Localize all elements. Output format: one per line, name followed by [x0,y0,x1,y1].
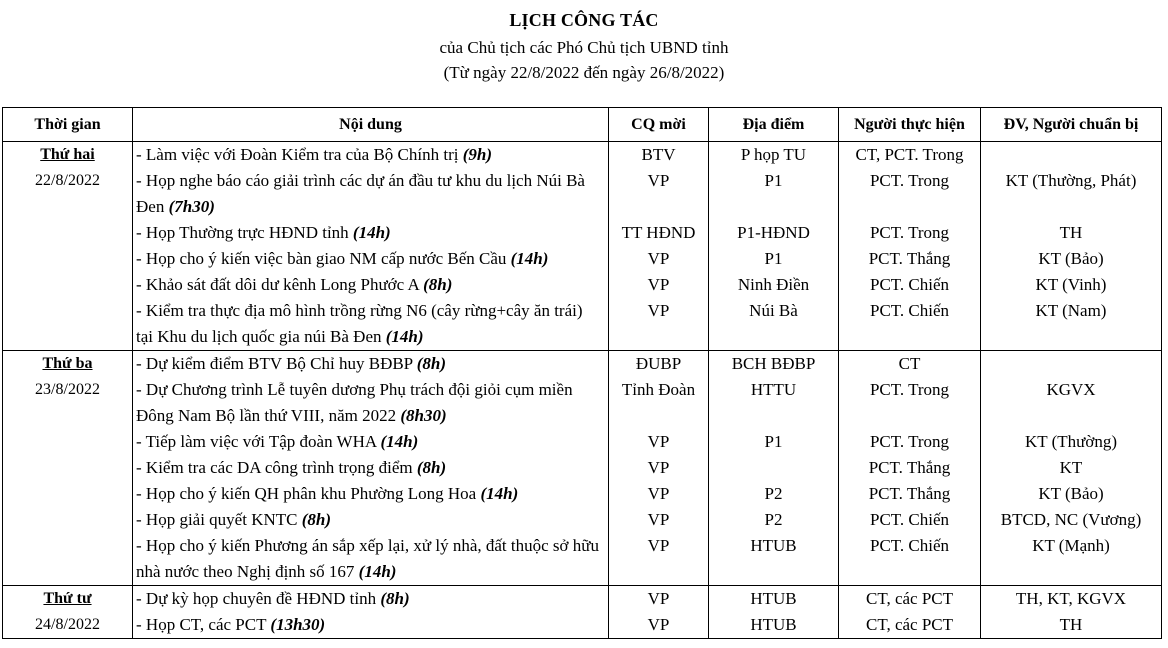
day-row [3,142,1162,351]
col-header-content: Nội dung [133,108,609,142]
schedule-item [133,142,608,168]
item-time: (14h) [510,249,549,268]
item-person: PCT. Thắng [868,458,951,477]
item-place: BCH BĐBP [731,354,816,373]
item-text: - Họp CT, các PCT [136,615,271,634]
day-row [3,586,1162,639]
item-cq: VP [647,615,670,634]
location-cell [709,351,839,586]
item-person: CT, các PCT [865,589,954,608]
item-text: - Họp cho ý kiến việc bàn giao NM cấp nước Bến Cầu [136,249,511,268]
item-person: CT [898,354,921,373]
item-cq: VP [647,510,670,529]
item-cq: VP [647,249,670,268]
item-text: - Kiểm tra các DA công trình trọng điểm [136,458,417,477]
date-range: (Từ ngày 22/8/2022 đến ngày 26/8/2022) [443,63,725,82]
schedule-item [133,586,608,612]
item-cq: Tỉnh Đoàn [621,380,696,399]
item-time: (9h) [462,145,492,164]
item-text: - Dự Chương trình Lễ tuyên dương Phụ trách đội giỏi cụm miền Đông Nam Bộ lần thứ VIII, năm 2022 [136,380,573,425]
item-cq: VP [647,484,670,503]
inviter-cell [609,586,709,639]
item-prep: BTCD, NC (Vương) [1000,510,1142,529]
performer-cell [839,142,981,351]
item-place: P1 [764,432,783,451]
schedule-item [133,298,608,350]
item-time: (8h) [380,589,410,608]
item-text: - Họp cho ý kiến Phương án sắp xếp lại, xử lý nhà, đất thuộc sở hữu nhà nước theo Nghị định số 167 [136,536,599,581]
day-cell [3,142,133,351]
item-time: (14h) [358,562,397,581]
item-prep: KT (Thường) [1024,432,1117,451]
item-cq: VP [647,536,670,555]
item-prep [981,351,1161,377]
item-place [709,455,838,481]
item-place: P1 [764,171,783,190]
schedule-item [133,507,608,533]
item-time: (8h) [423,275,453,294]
schedule-item [133,612,608,638]
schedule-item [133,455,608,481]
schedule-item [133,481,608,507]
item-text: - Làm việc với Đoàn Kiểm tra của Bộ Chính trị [136,145,463,164]
item-person: CT, các PCT [865,615,954,634]
item-place: HTTU [750,380,797,399]
col-header-time: Thời gian [3,108,133,142]
location-cell [709,586,839,639]
item-text: - Họp Thường trực HĐND tỉnh [136,223,353,242]
item-text: - Dự kiểm điểm BTV Bộ Chỉ huy BĐBP [136,354,417,373]
item-prep: KT (Vinh) [1035,275,1107,294]
schedule-item [133,168,608,220]
item-person: PCT. Chiến [869,510,950,529]
item-place: P2 [764,510,783,529]
item-time: (14h) [380,432,419,451]
item-person: PCT. Chiến [869,536,950,555]
schedule-table [2,107,1162,639]
item-time: (13h30) [270,615,326,634]
item-place: P1 [764,249,783,268]
content-cell [133,351,609,586]
item-time: (7h30) [168,197,215,216]
item-time: (8h) [301,510,332,529]
schedule-item [133,220,608,246]
inviter-cell [609,142,709,351]
item-time: (14h) [480,484,519,503]
day-name: Thứ hai [40,146,95,163]
schedule-item [133,272,608,298]
item-cq: VP [647,458,670,477]
performer-cell [839,351,981,586]
item-time: (14h) [385,327,424,346]
col-header-preparer: ĐV, Người chuẩn bị [981,108,1162,142]
item-cq: ĐUBP [635,354,682,373]
item-place: P họp TU [740,145,807,164]
item-prep: KT (Mạnh) [1032,536,1110,555]
item-text: - Tiếp làm việc với Tập đoàn WHA [136,432,381,451]
item-cq: VP [647,171,670,190]
item-place: P1-HĐND [737,223,810,242]
day-date: 23/8/2022 [35,381,100,398]
item-place: P2 [764,484,783,503]
day-date: 22/8/2022 [35,172,100,189]
item-prep: KT [1059,458,1083,477]
item-cq: VP [647,301,670,320]
item-text: - Họp nghe báo cáo giải trình các dự án đầu tư khu du lịch Núi Bà Đen [136,171,585,216]
preparer-cell [981,586,1162,639]
day-cell [3,351,133,586]
schedule-item [133,533,608,585]
preparer-cell [981,142,1162,351]
preparer-cell [981,351,1162,586]
item-prep [981,142,1161,168]
day-cell [3,586,133,639]
item-place: HTUB [750,615,797,634]
item-person: PCT. Trong [869,223,950,242]
schedule-item [133,351,608,377]
item-text: - Dự kỳ họp chuyên đề HĐND tỉnh [136,589,381,608]
item-person: PCT. Trong [869,432,950,451]
item-prep: KT (Thường, Phát) [1005,171,1137,190]
schedule-item [133,377,608,429]
schedule-item [133,246,608,272]
schedule-item [133,429,608,455]
item-person: PCT. Chiến [869,301,950,320]
item-time: (8h) [416,458,447,477]
item-cq: VP [647,275,670,294]
item-prep: TH [1059,223,1083,242]
item-time: (8h) [416,354,447,373]
content-cell [133,586,609,639]
item-cq: BTV [641,145,676,164]
item-person: PCT. Thắng [868,249,951,268]
item-prep: KT (Bảo) [1038,484,1104,503]
item-place: Núi Bà [749,301,798,320]
item-time: (8h30) [400,406,447,425]
item-person: PCT. Trong [869,380,950,399]
item-cq: TT HĐND [621,223,696,242]
day-row [3,351,1162,586]
inviter-cell [609,351,709,586]
item-place: HTUB [750,589,797,608]
day-name: Thứ tư [43,590,92,607]
page-title: LỊCH CÔNG TÁC [509,10,659,30]
item-cq: VP [647,432,670,451]
item-prep: KT (Bảo) [1038,249,1104,268]
day-date: 24/8/2022 [35,616,100,633]
item-place: HTUB [750,536,797,555]
item-place: Ninh Điền [737,275,810,294]
col-header-inviter: CQ mời [609,108,709,142]
item-prep: TH, KT, KGVX [1015,589,1127,608]
item-person: PCT. Trong [869,171,950,190]
item-text: - Khảo sát đất dôi dư kênh Long Phước A [136,275,424,294]
item-person: PCT. Chiến [869,275,950,294]
item-text: - Họp giải quyết KNTC [136,510,302,529]
item-cq: VP [647,589,670,608]
performer-cell [839,586,981,639]
page-subtitle: của Chủ tịch các Phó Chủ tịch UBND tỉnh [439,38,729,57]
col-header-performer: Người thực hiện [839,108,981,142]
content-cell [133,142,609,351]
item-prep: KT (Nam) [1035,301,1107,320]
location-cell [709,142,839,351]
item-person: CT, PCT. Trong [855,145,964,164]
item-prep: KGVX [1046,380,1096,399]
item-prep: TH [1059,615,1083,634]
table-header-row [3,108,1162,142]
item-time: (14h) [352,223,391,242]
col-header-location: Địa điểm [709,108,839,142]
item-text: - Họp cho ý kiến QH phân khu Phường Long Hoa [136,484,481,503]
item-person: PCT. Thắng [868,484,951,503]
day-name: Thứ ba [42,355,93,372]
item-text: - Kiểm tra thực địa mô hình trồng rừng N6 (cây rừng+cây ăn trái) tại Khu du lịch quốc gia núi Bà Đen [136,301,583,346]
